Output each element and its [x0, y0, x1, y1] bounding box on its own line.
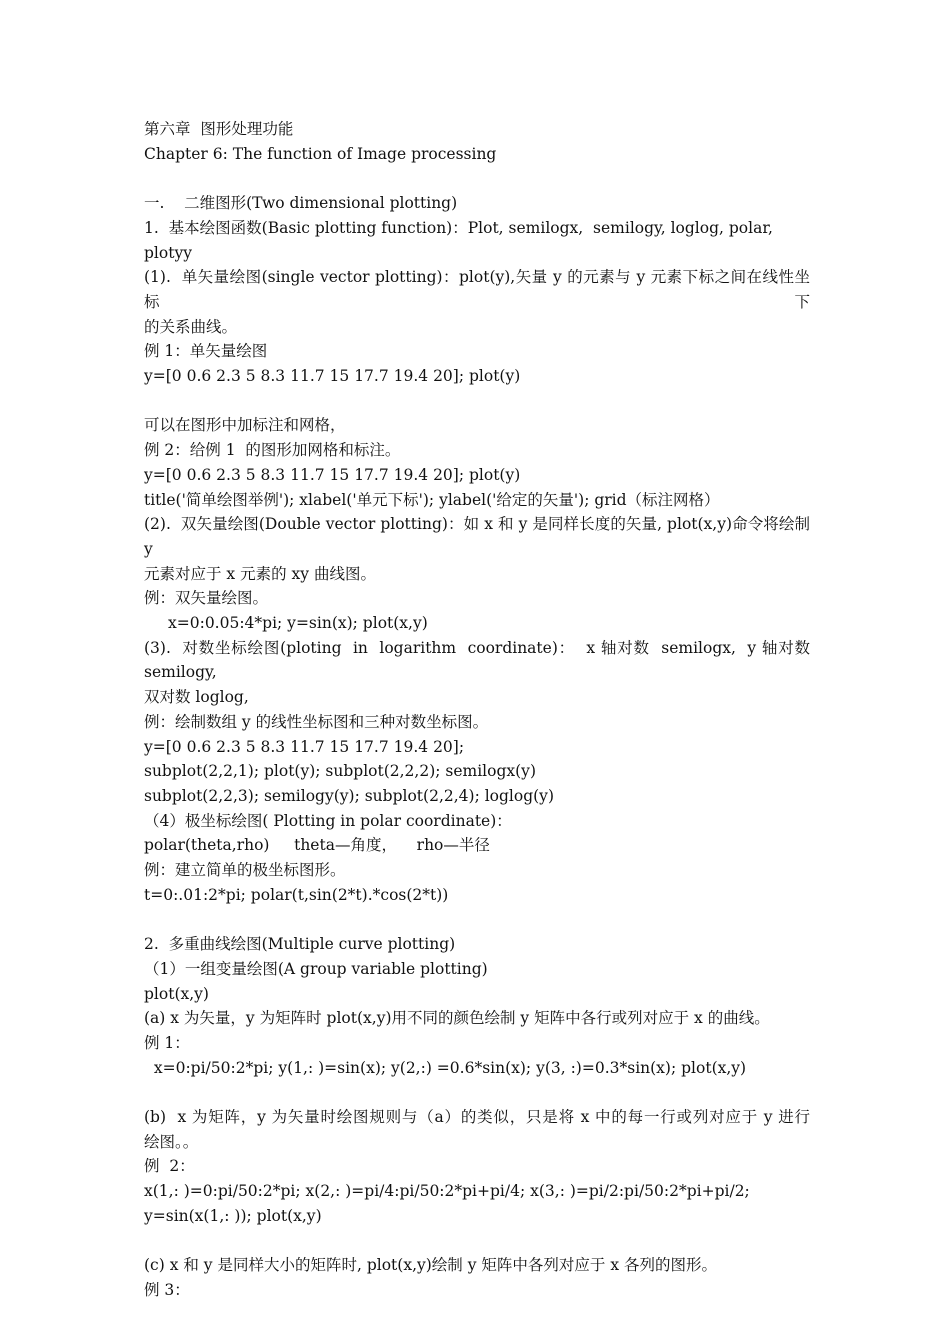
- example-7-code-line-1: x(1,: )=0:pi/50:2*pi; x(2,: )=pi/4:pi/50:2*pi+pi/4; x(3,: )=pi/2:pi/50:2*pi+pi/2;: [144, 1182, 750, 1201]
- case-a-paragraph: (a) x 为矢量，y 为矩阵时 plot(x,y)用不同的颜色绘制 y 矩阵中各行或列对应于 x 的曲线。: [144, 1009, 770, 1028]
- annotation-note: 可以在图形中加标注和网格，: [144, 416, 346, 435]
- single-vector-paragraph-line-1: (1). 单矢量绘图(single vector plotting)：plot(y),矢量 y 的元素与 y 元素下标之间在线性坐标下: [144, 268, 810, 311]
- log-coordinate-paragraph-line-1: (3). 对数坐标绘图(ploting in logarithm coordinate)： x 轴对数 semilogx, y 轴对数 semilogy,: [144, 638, 815, 682]
- blank-line: [144, 1080, 810, 1105]
- example-6-label: 例 1：: [144, 1033, 190, 1052]
- blank-line: [144, 389, 810, 414]
- example-1-code: y=[0 0.6 2.3 5 8.3 11.7 15 17.7 19.4 20]; plot(y): [144, 367, 521, 386]
- chapter-title-en: Chapter 6: The function of Image processing: [144, 144, 497, 163]
- single-vector-paragraph-line-2: 的关系曲线。: [144, 317, 238, 336]
- example-4-code-line-2: subplot(2,2,1); plot(y); subplot(2,2,2); semilogx(y): [144, 762, 536, 781]
- blank-line: [144, 907, 810, 932]
- example-2-code-line-2: title('简单绘图举例'); xlabel('单元下标'); ylabel('给定的矢量'); grid（标注网格）: [144, 490, 720, 509]
- log-coordinate-paragraph-line-2: 双对数 loglog,: [144, 688, 249, 707]
- case-b-paragraph-line-2: 绘图。。: [144, 1132, 199, 1151]
- example-8-label: 例 3：: [144, 1280, 190, 1299]
- example-3-label: 例：双矢量绘图。: [144, 589, 269, 608]
- case-c-paragraph: (c) x 和 y 是同样大小的矩阵时, plot(x,y)绘制 y 矩阵中各列对应于 x 各列的图形。: [144, 1256, 718, 1275]
- polar-heading: （4）极坐标绘图( Plotting in polar coordinate)：: [144, 811, 512, 830]
- example-4-label: 例：绘制数组 y 的线性坐标图和三种对数坐标图。: [144, 712, 489, 731]
- example-4-code-line-3: subplot(2,2,3); semilogy(y); subplot(2,2,4); loglog(y): [144, 786, 554, 805]
- example-2-label: 例 2：给例 1 的图形加网格和标注。: [144, 441, 401, 460]
- polar-syntax: polar(theta,rho) theta—角度， rho—半径: [144, 836, 490, 855]
- section-1-heading: 一. 二维图形(Two dimensional plotting): [144, 194, 458, 213]
- example-4-code-line-1: y=[0 0.6 2.3 5 8.3 11.7 15 17.7 19.4 20];: [144, 737, 465, 756]
- chapter-title-cn: 第六章 图形处理功能: [144, 120, 294, 138]
- example-3-code: x=0:0.05:4*pi; y=sin(x); plot(x,y): [168, 614, 428, 633]
- group-variable-heading: （1）一组变量绘图(A group variable plotting): [144, 959, 488, 978]
- example-5-label: 例：建立简单的极坐标图形。: [144, 861, 346, 880]
- double-vector-paragraph-line-2: 元素对应于 x 元素的 xy 曲线图。: [144, 564, 376, 583]
- example-1-label: 例 1：单矢量绘图: [144, 342, 268, 361]
- double-vector-paragraph-line-1: (2). 双矢量绘图(Double vector plotting)：如 x 和 y 是同样长度的矢量, plot(x,y)命令将绘制 y: [144, 515, 815, 558]
- subsection-1-1-heading: 1. 基本绘图函数(Basic plotting function)：Plot, semilogx, semilogy, loglog, polar, plotyy: [144, 218, 778, 262]
- blank-line: [144, 166, 810, 191]
- example-6-code: x=0:pi/50:2*pi; y(1,: )=sin(x); y(2,:) =0.6*sin(x); y(3, :)=0.3*sin(x); plot(x,y): [144, 1058, 747, 1077]
- example-2-code-line-1: y=[0 0.6 2.3 5 8.3 11.7 15 17.7 19.4 20]; plot(y): [144, 465, 521, 484]
- example-7-label: 例 2：: [144, 1157, 195, 1176]
- plot-syntax: plot(x,y): [144, 984, 209, 1003]
- example-7-code-line-2: y=sin(x(1,: )); plot(x,y): [144, 1206, 322, 1225]
- blank-line: [144, 1229, 810, 1254]
- document-page: [144, 117, 815, 1303]
- case-b-paragraph-line-1: (b) x 为矩阵，y 为矢量时绘图规则与（a）的类似，只是将 x 中的每一行或列对应于 y 进行: [144, 1108, 810, 1127]
- section-2-heading: 2. 多重曲线绘图(Multiple curve plotting): [144, 935, 456, 954]
- example-5-code: t=0:.01:2*pi; polar(t,sin(2*t).*cos(2*t)): [144, 885, 449, 904]
